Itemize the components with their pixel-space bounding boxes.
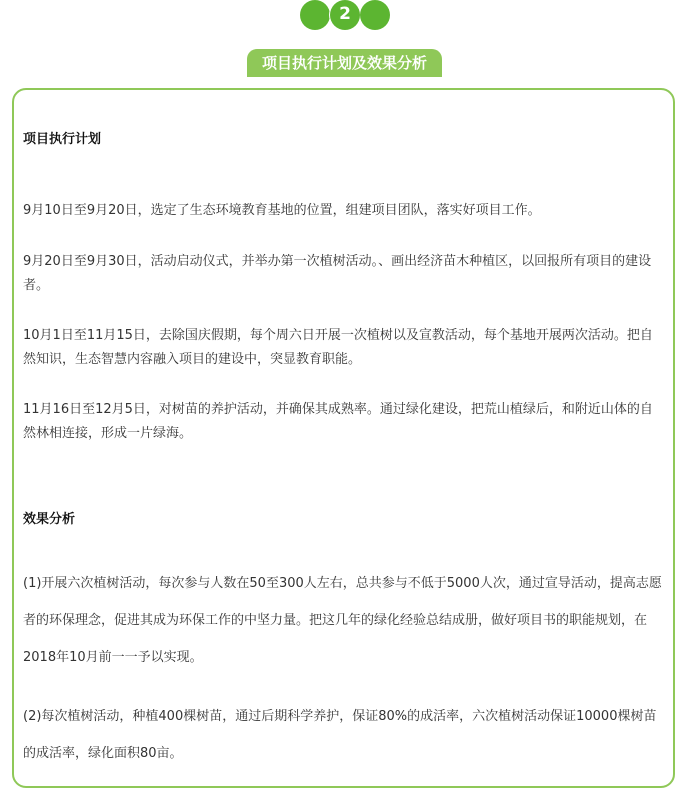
analysis-heading: 效果分析 [23,512,76,527]
step-number: 2 [339,4,351,24]
step-dot-right [360,0,390,30]
plan-item: 11月16日至12月5日，对树苗的养护活动，并确保其成熟率。通过绿化建设，把荒山植绿后，和附近山体的自然林相连接，形成一片绿海。 [23,402,653,441]
plan-item: 9月20日至9月30日，活动启动仪式，并举办第一次植树活动。、画出经济苗木种植区，以回报所有项目的建设者。 [23,254,652,293]
plan-item: 9月10日至9月20日，选定了生态环境教育基地的位置，组建项目团队，落实好项目工作。 [23,203,541,218]
step-indicator [0,0,688,30]
step-dot-left [300,0,330,30]
analysis-item: (2)每次植树活动，种植400棵树苗，通过后期科学养护，保证80%的成活率，六次植树活动保证10000棵树苗的成活率，绿化面积80亩。 [23,709,657,761]
analysis-item: (1)开展六次植树活动，每次参与人数在50至300人左右，总共参与不低于5000人次，通过宣导活动，提高志愿者的环保理念，促进其成为环保工作的中坚力量。把这几年的绿化经验总结成册，做好项目书的职能规划，在2018年10月前一一予以实现。 [23,576,662,665]
plan-item: 10月1日至11月15日，去除国庆假期，每个周六日开展一次植树以及宣教活动，每个基地开展两次活动。把自然知识，生态智慧内容融入项目的建设中，突显教育职能。 [23,328,653,367]
plan-heading: 项目执行计划 [23,132,102,147]
step-dot-current [330,0,360,30]
section-title: 项目执行计划及效果分析 [247,49,442,77]
